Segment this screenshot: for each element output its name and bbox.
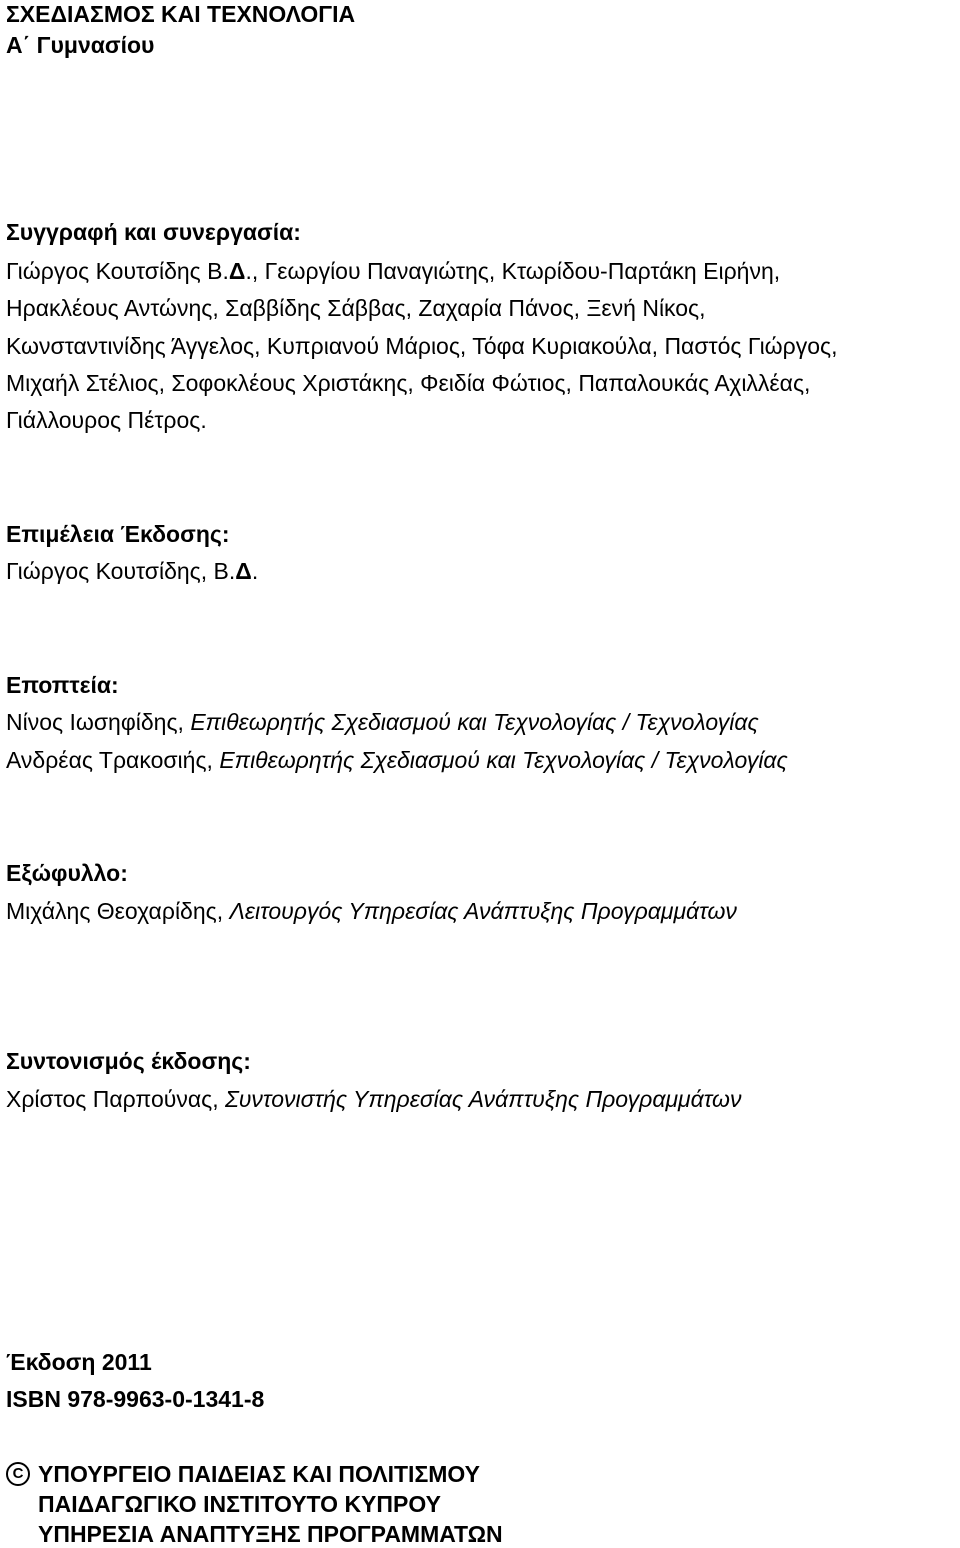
edition-year: Έκδοση 2011	[6, 1349, 152, 1375]
authors-line-4: Μιχαήλ Στέλιος, Σοφοκλέους Χριστάκης, Φειδία Φώτιος, Παπαλουκάς Αχιλλέας,	[6, 370, 811, 396]
publisher-ministry: ΥΠΟΥΡΓΕΙΟ ΠΑΙΔΕΙΑΣ ΚΑΙ ΠΟΛΙΤΙΣΜΟΥ	[38, 1461, 480, 1487]
authors-line-1	[6, 257, 780, 285]
cover-heading: Εξώφυλλο:	[6, 860, 128, 886]
coordination-credit-role: Συντονιστής Υπηρεσίας Ανάπτυξης Προγραμμάτων	[225, 1086, 742, 1112]
supervisor-2	[6, 746, 788, 774]
editing-name	[6, 557, 258, 585]
coordination-credit	[6, 1085, 741, 1113]
editing-name-delta: Δ	[235, 558, 252, 584]
editing-heading: Επιμέλεια Έκδοσης:	[6, 521, 230, 547]
cover-credit-name: Μιχάλης Θεοχαρίδης,	[6, 898, 230, 924]
supervision-heading: Εποπτεία:	[6, 672, 119, 698]
authors-line-1-delta: Δ	[228, 258, 246, 284]
authors-line-2: Ηρακλέους Αντώνης, Σαββίδης Σάββας, Ζαχαρία Πάνος, Ξενή Νίκος,	[6, 295, 706, 321]
editing-name-start: Γιώργος Κουτσίδης, Β.	[6, 558, 236, 584]
coordination-credit-name: Χρίστος Παρπούνας,	[6, 1086, 225, 1112]
isbn: ISBN 978-9963-0-1341-8	[6, 1386, 265, 1412]
authors-line-3: Κωνσταντινίδης Άγγελος, Κυπριανού Μάριος, Τόφα Κυριακούλα, Παστός Γιώργος,	[6, 333, 838, 359]
publisher-institute: ΠΑΙΔΑΓΩΓΙΚΟ ΙΝΣΤΙΤΟΥΤΟ ΚΥΠΡΟΥ	[38, 1491, 441, 1517]
supervisor-1-name: Νίνος Ιωσηφίδης,	[6, 709, 191, 735]
authors-line-1-end: ., Γεωργίου Παναγιώτης, Κτωρίδου-Παρτάκη Ειρήνη,	[245, 258, 781, 284]
supervisor-2-role: Επιθεωρητής Σχεδιασμού και Τεχνολογίας / Τεχνολογίας	[219, 747, 788, 773]
authors-line-1-start: Γιώργος Κουτσίδης Β.	[6, 258, 229, 284]
editing-name-end: .	[251, 558, 259, 584]
publisher-service: ΥΠΗΡΕΣΙΑ ΑΝΑΠΤΥΞΗΣ ΠΡΟΓΡΑΜΜΑΤΩΝ	[38, 1521, 503, 1547]
cover-credit-role: Λειτουργός Υπηρεσίας Ανάπτυξης Προγραμμάτων	[229, 898, 737, 924]
coordination-heading: Συντονισμός έκδοσης:	[6, 1048, 251, 1074]
authors-line-5: Γιάλλουρος Πέτρος.	[6, 407, 207, 433]
supervisor-1	[6, 708, 759, 736]
supervisor-2-name: Ανδρέας Τρακοσιής,	[6, 747, 220, 773]
book-title: ΣΧΕΔΙΑΣΜΟΣ ΚΑΙ ΤΕΧΝΟΛΟΓΙΑ	[6, 1, 356, 27]
supervisor-1-role: Επιθεωρητής Σχεδιασμού και Τεχνολογίας / Τεχνολογίας	[190, 709, 759, 735]
cover-credit	[6, 897, 737, 925]
copyright-icon: C	[6, 1462, 30, 1486]
book-subtitle: Α΄ Γυμνασίου	[6, 32, 155, 58]
authors-heading: Συγγραφή και συνεργασία:	[6, 219, 301, 245]
